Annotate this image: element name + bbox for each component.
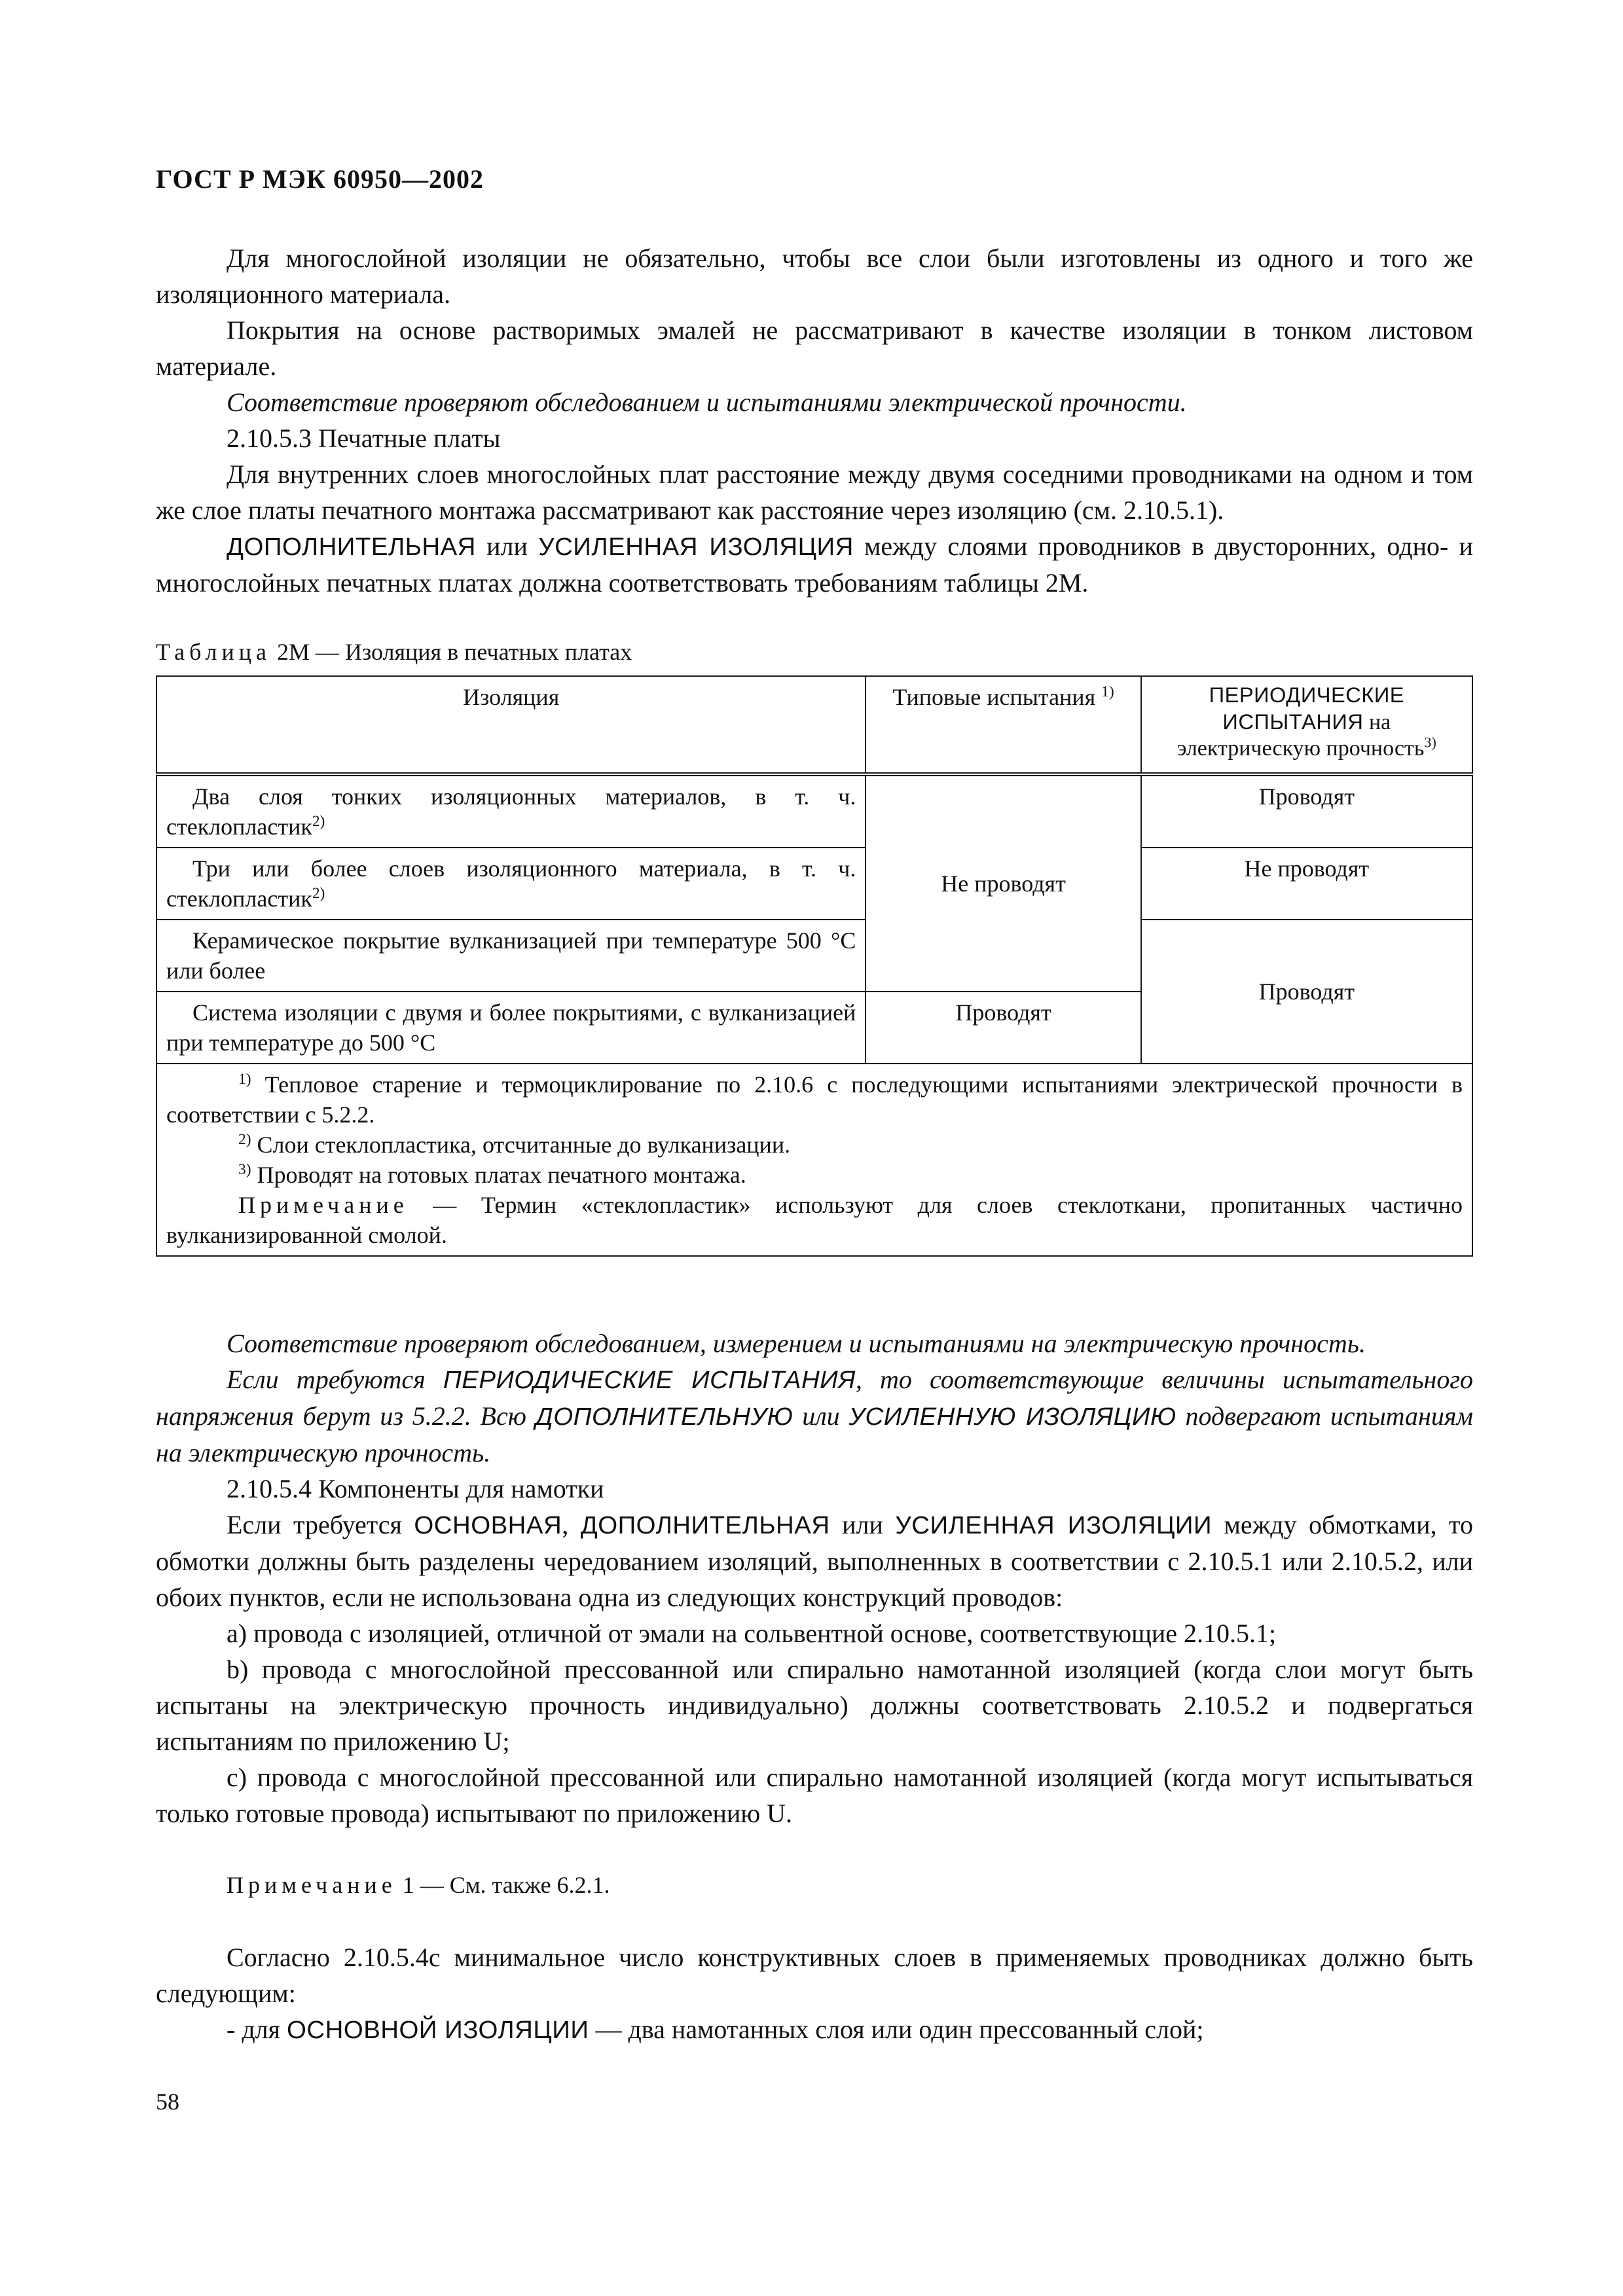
section-heading: 2.10.5.3 Печатные платы [227, 423, 501, 453]
paragraph: Покрытия на основе растворимых эмалей не рассматривают в качестве изоляции в тонком листовом материале. [156, 315, 1473, 381]
header-cell: ПЕРИОДИЧЕСКИЕ ИСПЫТАНИЯ на электрическую прочность$^{3)}$ [1141, 676, 1472, 774]
table-cell: Система изоляции с двумя и более покрытиями, с вулканизацией при температуре до 500 °С [156, 992, 866, 1064]
list-item: b) провода с многослойной прессованной или спирально намотанной изоляцией (когда слои могут быть испытаны на электрическую прочность индивидуально) должны соответствовать 2.10.5.2 и подвергаться испытаниям по приложению U; [156, 1655, 1473, 1756]
table-cell: Проводят [1141, 920, 1472, 1064]
footnote: $^{2)}$ Слои стеклопластика, отсчитанные до вулканизации. [238, 1131, 791, 1158]
insulation-table [156, 675, 1473, 1257]
table-cell: Проводят [866, 992, 1140, 1064]
table-row [156, 774, 1472, 848]
paragraph: Согласно 2.10.5.4с минимальное число конструктивных слоев в применяемых проводниках должно быть следующим: [156, 1943, 1473, 2008]
table-caption: Таблица 2М — Изоляция в печатных платах [156, 639, 632, 665]
table-cell: Не проводят [1141, 848, 1472, 920]
intro-text [156, 240, 1473, 601]
paragraph: ДОПОЛНИТЕЛЬНАЯ или УСИЛЕННАЯ ИЗОЛЯЦИЯ между слоями проводников в двусторонних, одно- и многослойных печатных платах должна соответствовать требованиям таблицы 2М. [156, 531, 1474, 598]
table-cell: Керамическое покрытие вулканизацией при температуре 500 °С или более [156, 920, 866, 992]
table-row [156, 920, 1472, 992]
paragraph: Для многослойной изоляции не обязательно, чтобы все слои были изготовлены из одного и того же изоляционного материала. [156, 243, 1473, 309]
table-note: Примечание — Термин «стеклопластик» используют для слоев стеклоткани, пропитанных частично вулканизированной смолой. [166, 1192, 1463, 1248]
table-footnotes-row [156, 1064, 1472, 1256]
footnote: $^{3)}$ Проводят на готовых платах печатного монтажа. [238, 1161, 746, 1188]
compliance-note: Соответствие проверяют обследованием и испытаниями электрической прочности. [227, 387, 1187, 417]
term: ДОПОЛНИТЕЛЬНАЯ [227, 533, 476, 561]
table-header-row [156, 676, 1472, 774]
paragraph: Для внутренних слоев многослойных плат расстояние между двумя соседними проводниками на одном и том же слое платы печатного монтажа рассматривают как расстояние через изоляцию (см. 2.10.5.1). [156, 459, 1473, 525]
header-cell: Типовые испытания $^{1)}$ [866, 676, 1140, 774]
list-item: - для ОСНОВНОЙ ИЗОЛЯЦИИ — два намотанных слоя или один прессованный слой; [227, 2015, 1204, 2044]
page-number: 58 [156, 2089, 179, 2115]
table-cell: Три или более слоев изоляционного материала, в т. ч. стеклопластик$^{2)}$ [156, 848, 866, 920]
footnote: $^{1)}$ Тепловое старение и термоциклирование по 2.10.6 с последующими испытаниями электрической прочности в соответствии с 5.2.2. [166, 1071, 1463, 1128]
paragraph: Если требуется ОСНОВНАЯ, ДОПОЛНИТЕЛЬНАЯ или УСИЛЕННАЯ ИЗОЛЯЦИИ между обмотками, то обмотки должны быть разделены чередованием изоляций, выполненных в соответствии с 2.10.5.1 или 2.10.5.2, или обоих пунктов, если не использована одна из следующих конструкций проводов: [156, 1510, 1473, 1612]
table-footnotes [156, 1064, 1472, 1256]
table-cell: Не проводят [866, 774, 1140, 992]
paragraph: Если требуются ПЕРИОДИЧЕСКИЕ ИСПЫТАНИЯ, то соответствующие величины испытательного напряжения берут из 5.2.2. Всю ДОПОЛНИТЕЛЬНУЮ или УСИЛЕННУЮ ИЗОЛЯЦИЮ подвергают испытаниям на электрическую прочность. [156, 1365, 1474, 1467]
compliance-note: Соответствие проверяют обследованием, измерением и испытаниями на электрическую прочность. [227, 1329, 1366, 1358]
section-heading: 2.10.5.4 Компоненты для намотки [227, 1474, 604, 1503]
note: Примечание 1 — См. также 6.2.1. [227, 1872, 610, 1898]
table-cell: Два слоя тонких изоляционных материалов, в т. ч. стеклопластик$^{2)}$ [156, 774, 866, 848]
header-cell: Изоляция [156, 676, 866, 774]
list-item: a) провода с изоляцией, отличной от эмали на сольвентной основе, соответствующие 2.10.5.1; [227, 1619, 1277, 1648]
table-row [156, 848, 1472, 920]
term: УСИЛЕННАЯ ИЗОЛЯЦИЯ [538, 533, 854, 561]
document-header: ГОСТ Р МЭК 60950—2002 [156, 164, 484, 194]
list-item: c) провода с многослойной прессованной или спирально намотанной изоляцией (когда могут испытываться только готовые провода) испытывают по приложению U. [156, 1763, 1473, 1828]
after-table-text [156, 1325, 1473, 2048]
table-cell: Проводят [1141, 774, 1472, 848]
